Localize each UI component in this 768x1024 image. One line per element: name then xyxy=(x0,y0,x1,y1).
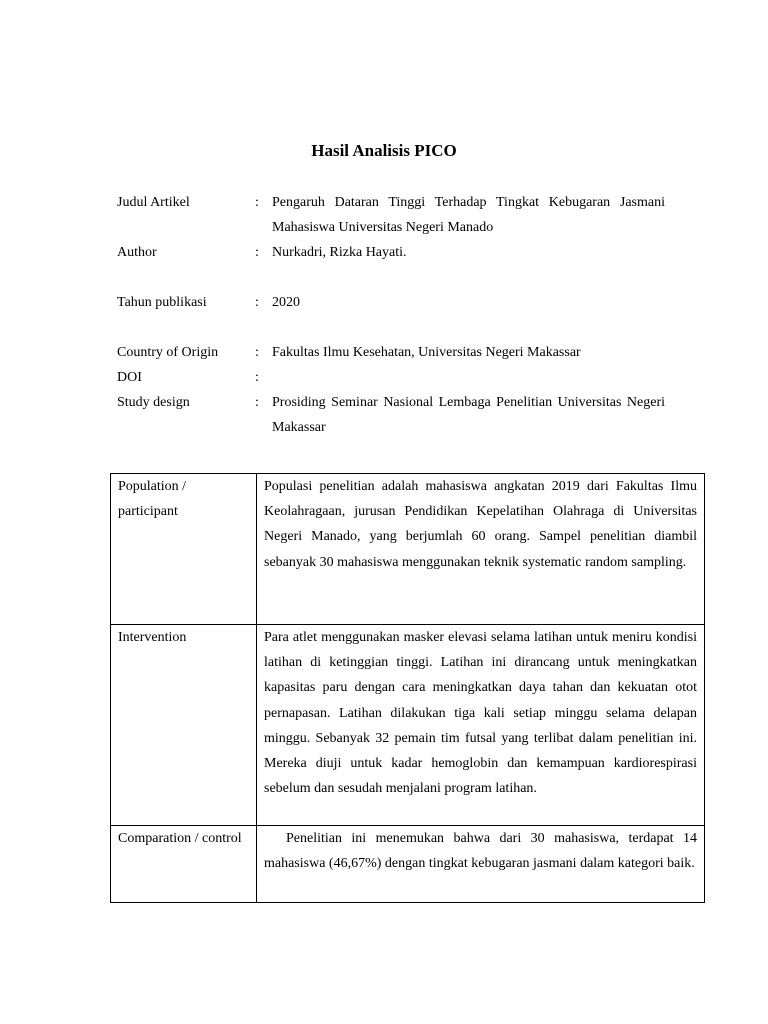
table-row xyxy=(111,625,705,826)
meta-label: Author xyxy=(117,245,157,260)
meta-label: Judul Artikel xyxy=(117,195,190,210)
meta-row-judul xyxy=(117,190,665,240)
meta-row-author xyxy=(117,240,665,265)
article-metadata xyxy=(117,190,665,440)
pico-label-comparation: Comparation / control xyxy=(111,826,257,903)
meta-label: Tahun publikasi xyxy=(117,295,207,310)
page-title: Hasil Analisis PICO xyxy=(311,141,457,160)
pico-label-population: Population / participant xyxy=(111,474,257,625)
table-row xyxy=(111,826,705,903)
meta-row-tahun xyxy=(117,290,665,315)
pico-content-comparation xyxy=(257,826,705,903)
meta-value-country: Fakultas Ilmu Kesehatan, Universitas Negeri Makassar xyxy=(272,345,581,360)
meta-separator: : xyxy=(255,395,259,410)
meta-value-doi xyxy=(272,365,665,390)
meta-value-study-design: Prosiding Seminar Nasional Lembaga Penelitian Universitas Negeri Makassar xyxy=(272,395,665,435)
pico-content-intervention: Para atlet menggunakan masker elevasi selama latihan untuk meniru kondisi latihan di ketinggian tinggi. Latihan ini dirancang untuk meningkatkan kapasitas paru dengan cara meningkatkan daya tahan dan kekuatan otot pernapasan. Latihan dilakukan tiga kali setiap minggu selama delapan minggu. Sebanyak 32 pemain tim futsal yang terlibat dalam penelitian ini. Mereka diuji untuk kadar hemoglobin dan kemampuan kardiorespirasi sebelum dan sesudah menjalani program latihan. xyxy=(257,625,705,826)
meta-value-judul: Pengaruh Dataran Tinggi Terhadap Tingkat Kebugaran Jasmani Mahasiswa Universitas Negeri Manado xyxy=(272,195,665,235)
meta-row-doi xyxy=(117,365,665,390)
meta-label: Country of Origin xyxy=(117,345,219,360)
meta-separator: : xyxy=(255,370,259,385)
pico-label-intervention: Intervention xyxy=(111,625,257,826)
meta-separator: : xyxy=(255,195,259,210)
pico-table xyxy=(110,473,705,903)
table-row xyxy=(111,474,705,625)
pico-content-comparation-text: Penelitian ini menemukan bahwa dari 30 mahasiswa, terdapat 14 mahasiswa (46,67%) dengan tingkat kebugaran jasmani dalam kategori baik. xyxy=(264,831,697,872)
meta-separator: : xyxy=(255,245,259,260)
meta-value-author: Nurkadri, Rizka Hayati. xyxy=(272,245,407,260)
meta-row-country xyxy=(117,340,665,365)
meta-value-tahun: 2020 xyxy=(272,295,300,310)
meta-label: Study design xyxy=(117,395,190,410)
meta-separator: : xyxy=(255,295,259,310)
meta-label: DOI xyxy=(117,370,142,385)
pico-content-population: Populasi penelitian adalah mahasiswa angkatan 2019 dari Fakultas Ilmu Keolahragaan, jurusan Pendidikan Kepelatihan Olahraga di Universitas Negeri Manado, yang berjumlah 60 orang. Sampel penelitian diambil sebanyak 30 mahasiswa menggunakan teknik systematic random sampling. xyxy=(257,474,705,625)
meta-separator: : xyxy=(255,345,259,360)
meta-row-study-design xyxy=(117,390,665,440)
